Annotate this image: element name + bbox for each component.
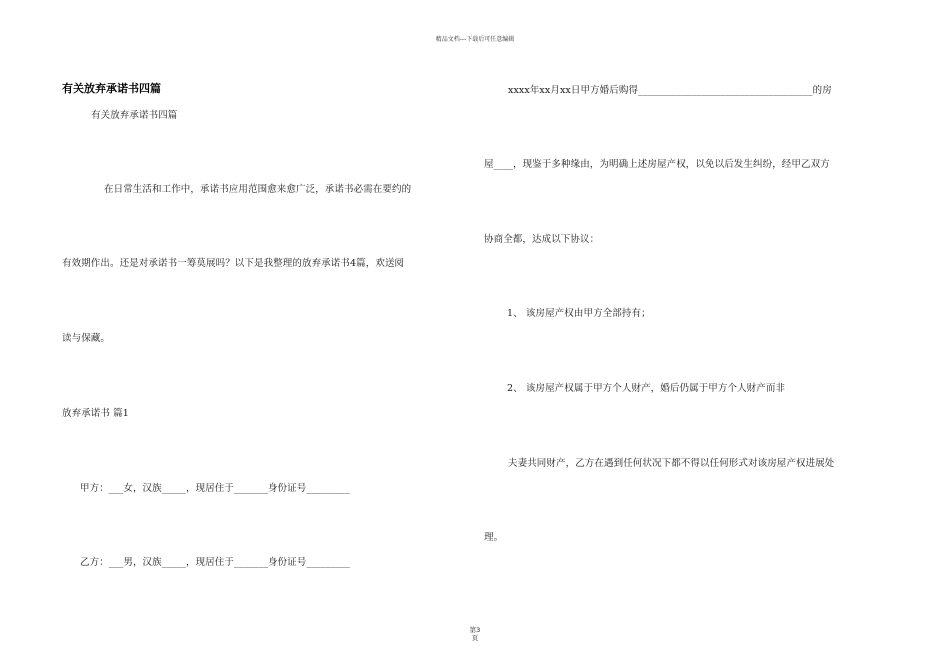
intro-line-2: 有效期作出。还是对承诺书一筹莫展吗？以下是我整理的放弃承诺书4篇，欢送阅 xyxy=(62,258,405,269)
section-heading: 放弃承诺书 篇1 xyxy=(62,408,129,419)
page-number xyxy=(0,626,950,642)
right-line-1: xxxx年xx月xx日甲方婚后购得____________________________________的房 xyxy=(508,85,832,96)
document-title: 有关放弃承诺书四篇 xyxy=(62,82,161,95)
page-number-line-1: 第3 xyxy=(469,626,481,634)
right-line-3: 协商全都，达成以下协议： xyxy=(484,234,600,245)
page-number-line-2: 页 xyxy=(471,634,479,642)
agreement-item-2: 2、 该房屋产权属于甲方个人财产，婚后仍属于甲方个人财产而非 xyxy=(507,383,786,394)
intro-line-1: 在日常生活和工作中，承诺书应用范围愈来愈广泛，承诺书必需在要约的 xyxy=(104,184,412,195)
right-line-2: 屋____，现鉴于多种缘由，为明确上述房屋产权，以免以后发生纠纷，经甲乙双方 xyxy=(484,159,830,170)
right-line-5: 理。 xyxy=(484,532,504,543)
page-header: 精品文档---下载后可任意编辑 xyxy=(435,36,515,43)
right-line-4: 夫妻共同财产，乙方在遇到任何状况下都不得以任何形式对该房屋产权进展处 xyxy=(508,458,835,469)
agreement-item-1: 1、 该房屋产权由甲方全部持有； xyxy=(507,308,651,319)
party-a-line: 甲方：___女，汉族_____，现居住于_______身份证号_________ xyxy=(80,483,351,494)
document-subtitle: 有关放弃承诺书四篇 xyxy=(91,110,178,121)
party-b-line: 乙方：___男，汉族_____，现居住于_______身份证号_________ xyxy=(80,557,351,568)
intro-line-3: 读与保藏。 xyxy=(62,333,111,344)
